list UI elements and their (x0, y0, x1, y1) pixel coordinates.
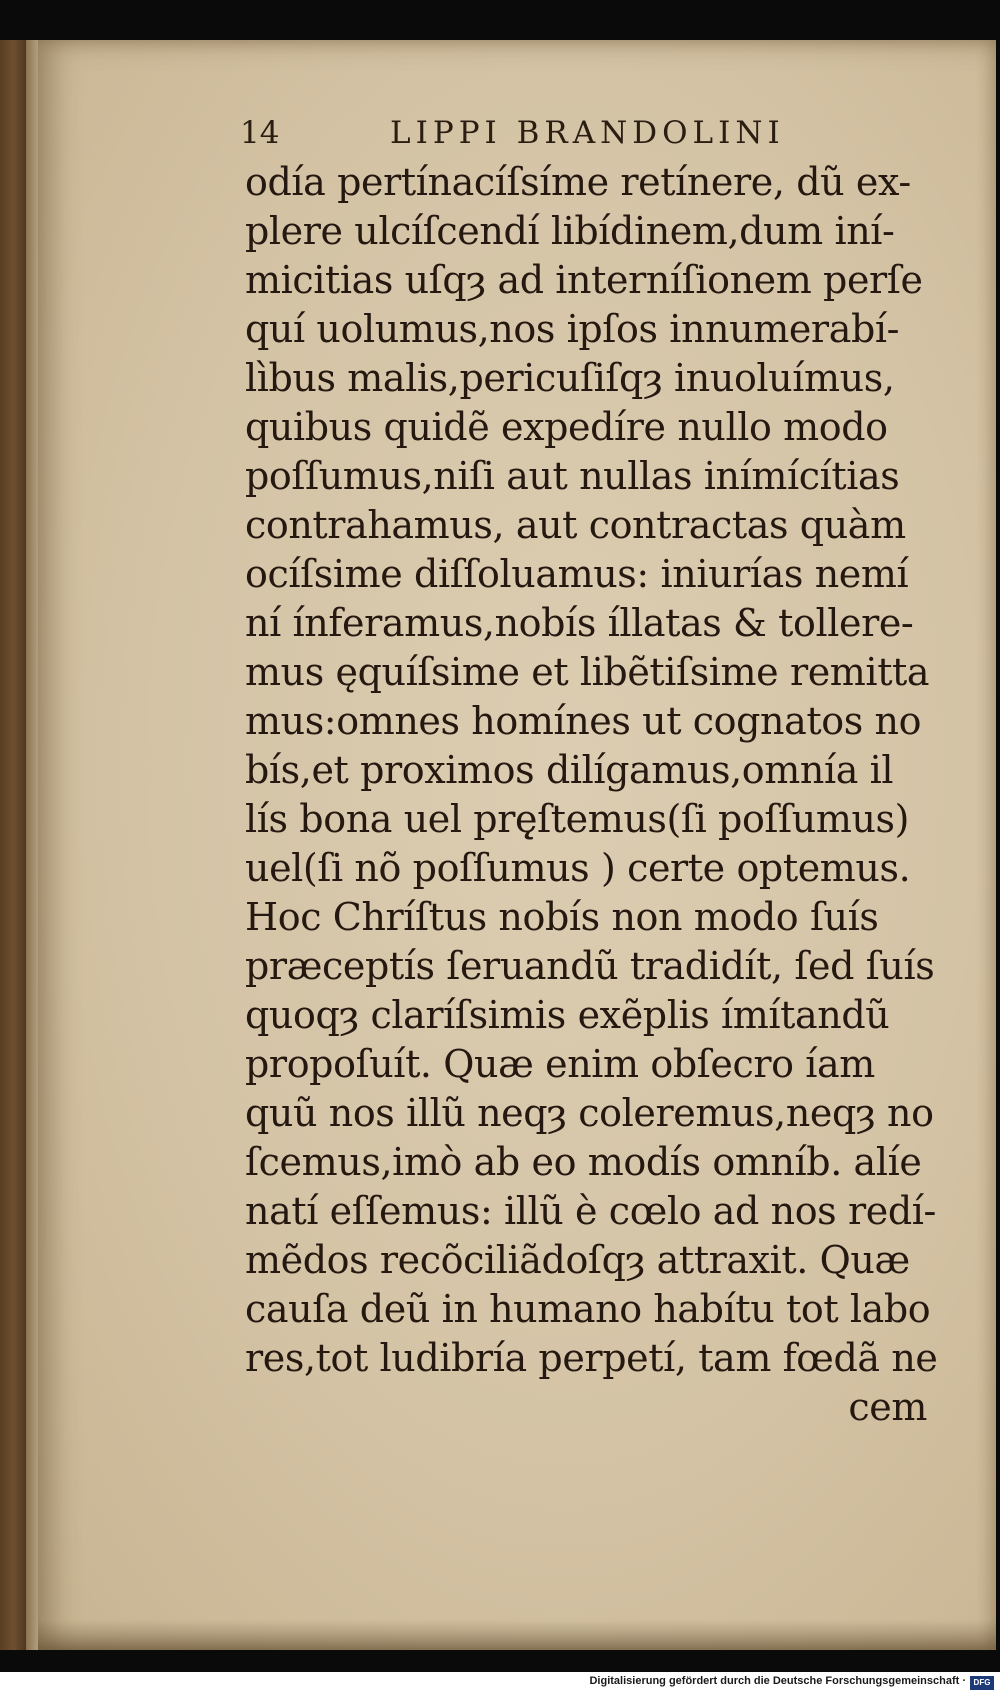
text-line: quũ nos illũ neqȝ coleremus,neqȝ no (245, 1091, 934, 1135)
text-line: lìbus malis,pericuſiſqȝ inuoluímus, (245, 356, 895, 400)
footer-bar (0, 1672, 1000, 1696)
text-line: micitias uſqȝ ad interníſionem perſe (245, 258, 923, 302)
funding-notice: Digitalisierung gefördert durch die Deutsche Forschungsgemeinschaft · (589, 1675, 966, 1687)
text-line: quí uolumus,nos ipſos innumerabí- (245, 307, 900, 351)
text-line: poſſumus,niſi aut nullas inímícítias (245, 454, 900, 498)
text-line: contrahamus, aut contractas quàm (245, 503, 906, 547)
page-number: 14 (240, 115, 280, 151)
text-line: bís,et proximos dilígamus,omnía il (245, 748, 894, 792)
text-line: quibus quidẽ expedíre nullo modo (245, 405, 888, 449)
text-line: ſcemus,imò ab eo modís omníb. alíe (245, 1140, 922, 1184)
catchword: cem (848, 1385, 927, 1429)
text-line: Hoc Chríſtus nobís non modo ſuís (245, 895, 879, 939)
text-block (245, 158, 945, 1432)
page-shadow (38, 1620, 996, 1650)
text-line: ocíſsime diſſoluamus: iniurías nemí (245, 552, 909, 596)
text-line: cauſa deũ in humano habítu tot labo (245, 1287, 931, 1331)
dfg-logo-icon: DFG (970, 1676, 994, 1690)
text-line: propoſuít. Quæ enim obſecro íam (245, 1042, 875, 1086)
text-line: mẽdos recõciliãdoſqȝ attraxit. Quæ (245, 1238, 910, 1282)
text-line: res,tot ludibría perpetí, tam fœdã ne (245, 1336, 938, 1380)
text-line: uel(ſi nõ poſſumus ) certe optemus. (245, 846, 911, 890)
running-title: LIPPI BRANDOLINI (390, 115, 785, 151)
text-line: odía pertínacíſsíme retínere, dũ ex- (245, 160, 911, 204)
running-head (240, 115, 860, 155)
text-line: ní ínferamus,nobís íllatas & tollere- (245, 601, 914, 645)
text-line: plere ulcíſcendí libídinem,dum iní- (245, 209, 895, 253)
text-line: mus ęquíſsime et libẽtiſsime remitta (245, 650, 930, 694)
text-line: præceptís ſeruandũ tradidít, ſed ſuís (245, 944, 935, 988)
text-line: quoqȝ claríſsimis exẽplis ímítandũ (245, 993, 890, 1037)
text-line: mus:omnes homínes ut cognatos no (245, 699, 922, 743)
text-line: natí eſſemus: illũ è cœlo ad nos redí- (245, 1189, 936, 1233)
text-line: lís bona uel prę̨ſtemus(ſi poſſumus) (245, 797, 910, 841)
